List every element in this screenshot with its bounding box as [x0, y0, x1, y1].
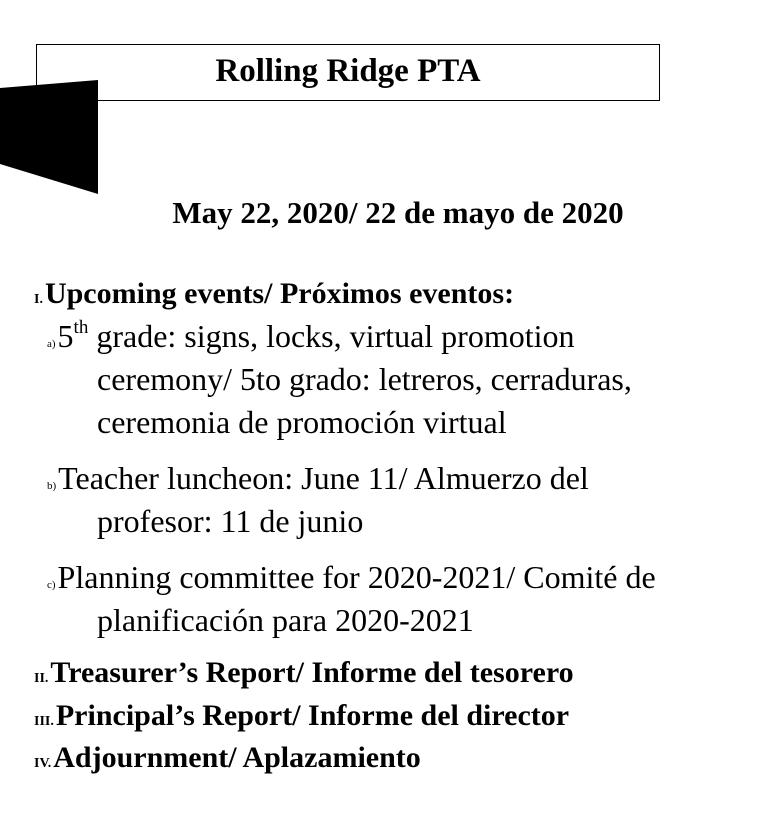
- item-marker: a): [47, 338, 56, 350]
- grade-number: 5: [57, 318, 74, 354]
- section-heading: Upcoming events/ Próximos eventos:: [44, 277, 515, 310]
- agenda-section-adjournment: [34, 740, 421, 782]
- section-numeral: II.: [34, 671, 49, 686]
- item-text: grade: signs, locks, virtual promotion: [88, 318, 575, 354]
- item-text: Planning committee for 2020-2021/ Comité de: [57, 559, 656, 595]
- agenda-item-c-line2: planificación para 2020-2021: [97, 602, 474, 638]
- item-marker: b): [47, 480, 57, 492]
- section-numeral: III.: [34, 714, 54, 729]
- section-heading: Principal’s Report/ Informe del director: [55, 699, 570, 732]
- section-heading: Adjournment/ Aplazamiento: [53, 741, 421, 774]
- section-numeral: I.: [34, 292, 43, 307]
- agenda-section-treasurer-report: [34, 655, 574, 697]
- grade-ordinal-suffix: th: [73, 317, 89, 339]
- black-shape-decoration: [0, 80, 100, 195]
- agenda-item-b-line2: profesor: 11 de junio: [97, 503, 364, 539]
- agenda-section-principal-report: [34, 698, 569, 740]
- agenda-section-upcoming-events: [34, 276, 514, 318]
- item-marker: c): [47, 579, 56, 591]
- item-text: Teacher luncheon: June 11/ Almuerzo del: [58, 460, 589, 496]
- page-title: Rolling Ridge PTA: [215, 53, 481, 89]
- section-heading: Treasurer’s Report/ Informe del tesorero: [50, 656, 574, 689]
- section-numeral: IV.: [34, 756, 52, 771]
- title-box: [36, 44, 660, 101]
- meeting-date: May 22, 2020/ 22 de mayo de 2020: [172, 195, 624, 230]
- agenda-item-a-line3: ceremonia de promoción virtual: [97, 404, 507, 440]
- agenda-item-a-line2: ceremony/ 5to grado: letreros, cerraduras,: [97, 361, 632, 397]
